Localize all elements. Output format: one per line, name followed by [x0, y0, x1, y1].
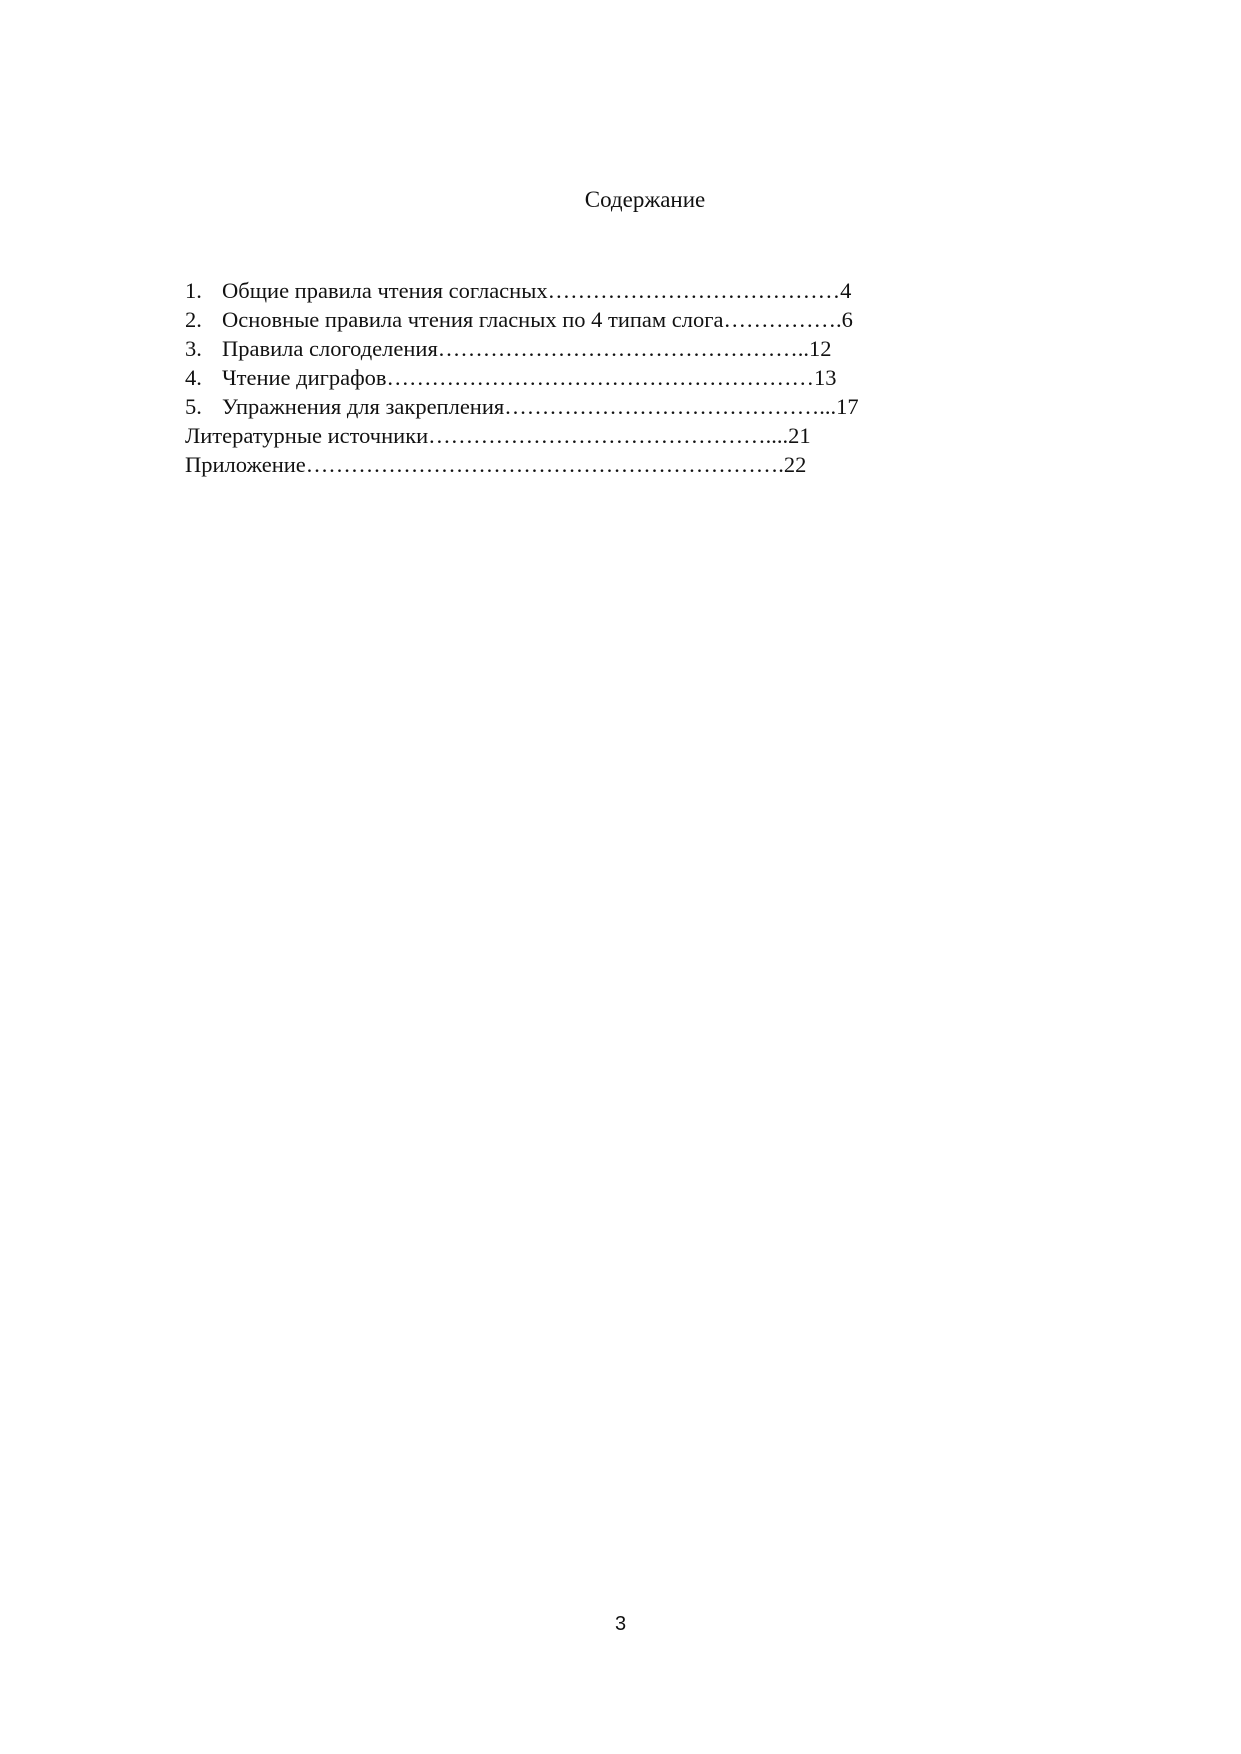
toc-item	[185, 305, 945, 334]
toc-item-text: Общие правила чтения согласных…………………………………4	[222, 278, 852, 303]
toc-item	[185, 363, 945, 392]
toc-item-text: Основные правила чтения гласных по 4 типам слога…………….6	[222, 307, 853, 332]
toc-item-number: 3.	[185, 336, 202, 361]
toc-item-number: 4.	[185, 365, 202, 390]
toc-item-number: 1.	[185, 278, 202, 303]
table-of-contents	[185, 276, 945, 479]
toc-item-text: Чтение диграфов…………………………………………………13	[222, 365, 837, 390]
toc-item	[185, 421, 945, 450]
toc-item	[185, 450, 945, 479]
toc-item	[185, 334, 945, 363]
toc-item	[185, 392, 945, 421]
toc-item	[185, 276, 945, 305]
toc-item-text: Литературные источники………………………………………....21	[185, 423, 811, 448]
toc-item-text: Правила слогоделения…………………………………………..12	[222, 336, 832, 361]
toc-item-text: Упражнения для закрепления……………………………………...17	[222, 394, 859, 419]
page-number: 3	[614, 1613, 627, 1635]
toc-item-text: Приложение……………………………………………………….22	[185, 452, 807, 477]
page-title: Содержание	[584, 187, 706, 212]
toc-item-number: 5.	[185, 394, 202, 419]
toc-item-number: 2.	[185, 307, 202, 332]
